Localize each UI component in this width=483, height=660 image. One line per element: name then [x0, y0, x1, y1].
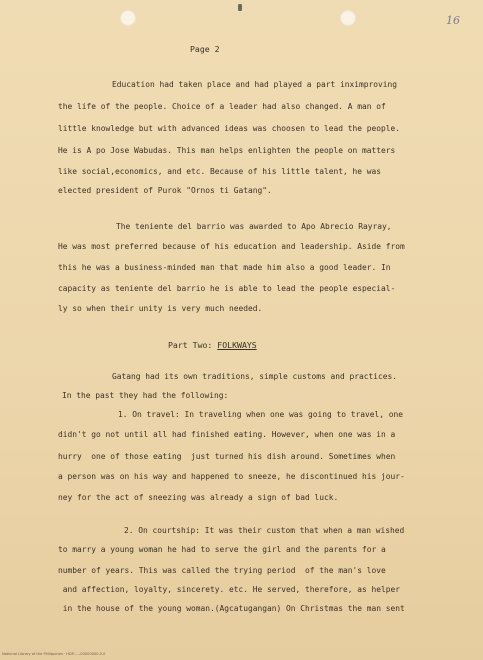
handwritten-page-number: 16 [446, 14, 460, 27]
text-line: didn't go not until all had finished eating. However, when one was in a [58, 430, 396, 439]
section-heading-prefix: Part Two: [168, 340, 218, 350]
text-line: He was most preferred because of his education and leadership. Aside from [58, 242, 405, 251]
text-line: capacity as teniente del barrio he is able to lead the people especial- [58, 284, 396, 293]
text-line: Gatang had its own traditions, simple customs and practices. [112, 372, 398, 381]
text-line: the life of the people. Choice of a leader had also changed. A man of [58, 102, 386, 111]
scan-footer: National Library of the Philippines · HDP-----00000000.0.0 [2, 652, 106, 656]
text-line: 2. On courtship: It was their custom that when a man wished [124, 526, 405, 535]
text-line: elected president of Purok "Ornos ti Gatang". [58, 186, 272, 195]
text-line: little knowledge but with advanced ideas was choosen to lead the people. [58, 124, 401, 133]
text-line: this he was a business-minded man that made him also a good leader. In [58, 263, 391, 272]
staple-mark [238, 4, 242, 11]
text-line: hurry one of those eating just turned his dish around. Sometimes when [58, 452, 396, 461]
section-heading [168, 340, 257, 350]
punch-hole-right [340, 10, 356, 26]
text-line: ney for the act of sneezing was already a sign of bad luck. [58, 493, 339, 502]
text-line: ly so when their unity is very much needed. [58, 304, 263, 313]
text-line: number of years. This was called the trying period of the man's love [58, 566, 386, 575]
text-line: Education had taken place and had played a part inximproving [112, 80, 398, 89]
page-heading: Page 2 [190, 44, 220, 54]
text-line: In the past they had the following: [62, 391, 229, 400]
punch-hole-left [120, 10, 136, 26]
text-line: 1. On travel: In traveling when one was going to travel, one [118, 410, 404, 419]
text-line: like social,economics, and etc. Because of his little talent, he was [58, 167, 382, 176]
text-line: and affection, loyalty, sincerety. etc. He served, therefore, as helper [58, 585, 401, 594]
text-line: The teniente del barrio was awarded to Apo Abrecio Rayray, [116, 222, 392, 231]
section-heading-title: FOLKWAYS [217, 340, 257, 350]
text-line: to marry a young woman he had to serve the girl and the parents for a [58, 545, 386, 554]
text-line: in the house of the young woman.(Agcatugangan) On Christmas the man sent [58, 604, 405, 613]
text-line: He is A po Jose Wabudas. This man helps enlighten the people on matters [58, 146, 396, 155]
text-line: a person was on his way and happened to sneeze, he discontinued his jour- [58, 472, 405, 481]
